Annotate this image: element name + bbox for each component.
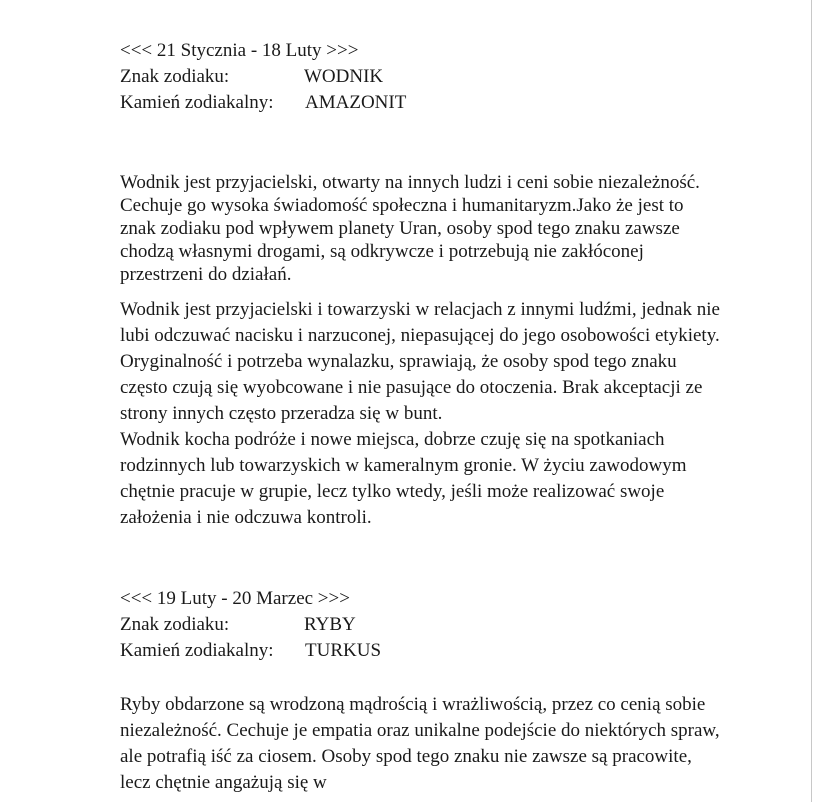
zodiac-section-aquarius xyxy=(120,38,720,531)
sign-label: Znak zodiaku: xyxy=(120,614,230,635)
page-edge-divider xyxy=(811,0,812,802)
sign-row xyxy=(120,64,720,90)
paragraph-originality: Oryginalność i potrzeba wynalazku, sprawiają, że osoby spod tego znaku często czują się wyobcowane i nie pasujące do otoczenia. Brak akceptacji ze strony innych często przeradza się w bunt. xyxy=(120,351,703,424)
paragraph-travel: Wodnik kocha podróże i nowe miejsca, dobrze czuję się na spotkaniach rodzinnych lub towarzyskich w kameralnym gronie. W życiu zawodowym chętnie pracuje w grupie, lecz tylko wtedy, jeśli może realizować swoje założenia i nie odczuwa kontroli. xyxy=(120,429,687,528)
stone-row xyxy=(120,638,720,664)
sign-label: Znak zodiaku: xyxy=(120,66,230,87)
stone-label: Kamień zodiakalny: xyxy=(120,92,274,113)
stone-row xyxy=(120,90,720,116)
stone-value: AMAZONIT xyxy=(305,92,407,113)
paragraph-intro: Wodnik jest przyjacielski, otwarty na innych ludzi i ceni sobie niezależność. Cechuje go wysoka świadomość społeczna i humanitaryzm.Jako że jest to znak zodiaku pod wpływem planety Uran, osoby spod tego znaku zawsze chodzą własnymi drogami, są odkrywcze i potrzebują nie zakłóconej przestrzeni do działań. xyxy=(120,172,700,285)
zodiac-section-pisces xyxy=(120,586,720,796)
document-content xyxy=(120,38,720,796)
stone-label: Kamień zodiakalny: xyxy=(120,640,274,661)
stone-value: TURKUS xyxy=(305,640,382,661)
paragraph-relations: Wodnik jest przyjacielski i towarzyski w relacjach z innymi ludźmi, jednak nie lubi odczuwać nacisku i narzuconej, niepasującej do jego osobowości etykiety. xyxy=(120,299,720,346)
date-range: <<< 19 Luty - 20 Marzec >>> xyxy=(120,588,350,609)
date-range: <<< 21 Stycznia - 18 Luty >>> xyxy=(120,40,359,61)
paragraph-intro: Ryby obdarzone są wrodzoną mądrością i wrażliwością, przez co cenią sobie niezależność. Cechuje je empatia oraz unikalne podejście do niektórych spraw, ale potrafią iść za ciosem. Osoby spod tego znaku nie zawsze są pracowite, lecz chętnie angażują się w xyxy=(120,694,720,793)
sign-row xyxy=(120,612,720,638)
sign-value: RYBY xyxy=(304,614,356,635)
sign-value: WODNIK xyxy=(304,66,384,87)
